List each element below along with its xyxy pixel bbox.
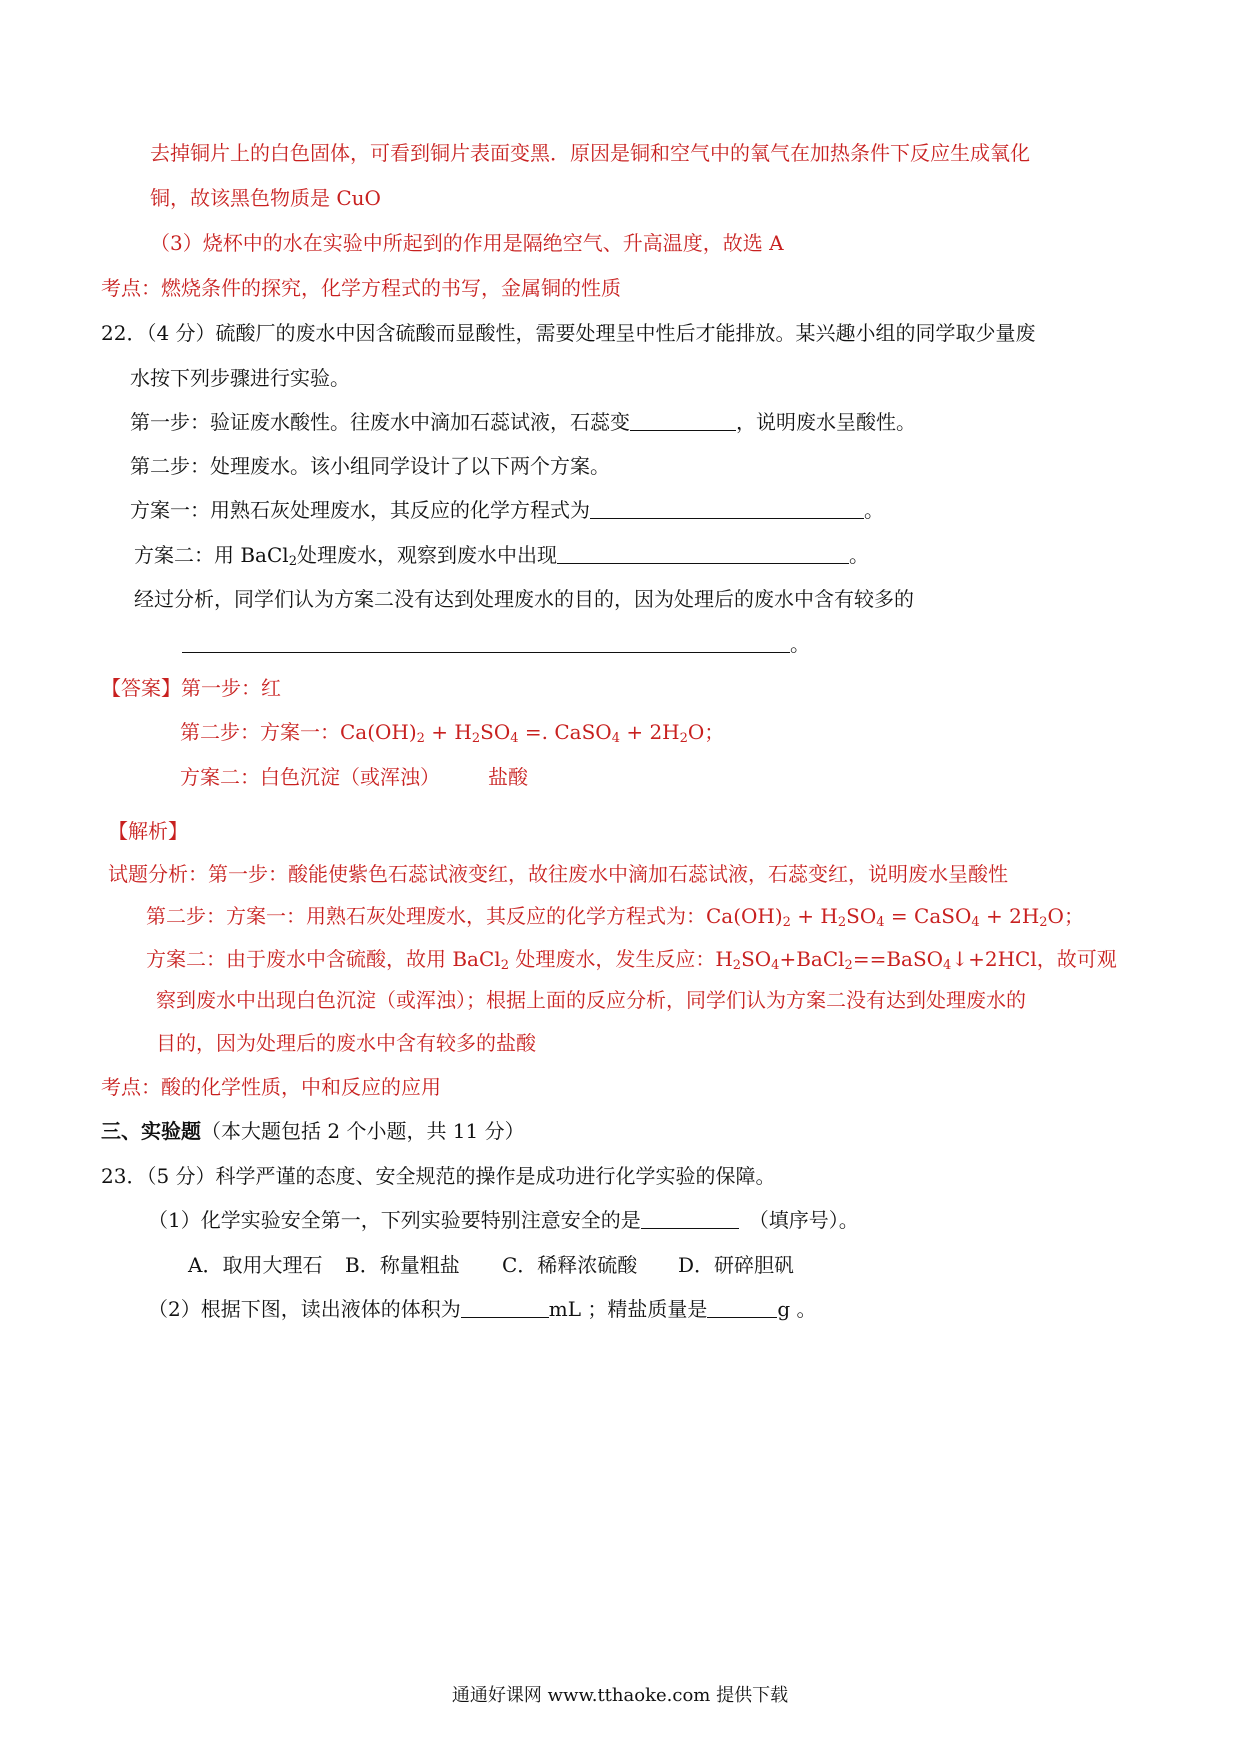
jiexi-line bbox=[146, 902, 1084, 937]
q22-step2: 第二步：处理废水。该小组同学设计了以下两个方案。 bbox=[130, 454, 610, 478]
sub2-text: （2）根据下图，读出液体的体积为 bbox=[148, 1297, 461, 1321]
answer-blank[interactable] bbox=[557, 543, 849, 564]
section-title: 三、实验题 bbox=[101, 1119, 201, 1143]
q22-stem: 22．（4 分）硫酸厂的废水中因含硫酸而显酸性，需要处理呈中性后才能排放。某兴趣小组的同学取少量废 bbox=[101, 321, 1036, 345]
option-c: C．稀释浓硫酸 bbox=[502, 1253, 638, 1277]
section-heading bbox=[101, 1117, 525, 1145]
jiexi-line: 目的，因为处理后的废水中含有较多的盐酸 bbox=[156, 1031, 536, 1055]
eq-part: ==BaSO bbox=[852, 947, 944, 971]
section-note: （本大题包括 2 个小题，共 11 分） bbox=[201, 1119, 525, 1143]
answer-plan2-text: 方案二：白色沉淀（或浑浊） bbox=[180, 765, 440, 789]
answer-blank[interactable] bbox=[707, 1297, 777, 1318]
subscript: 2 bbox=[679, 731, 688, 746]
eq-part: O； bbox=[1047, 904, 1084, 928]
answer-label: 【答案】 bbox=[101, 676, 181, 700]
answer-blank[interactable] bbox=[641, 1208, 739, 1229]
q22-step1 bbox=[130, 408, 916, 436]
eq-part: SO bbox=[846, 904, 877, 928]
q22-stem: 水按下列步骤进行实验。 bbox=[130, 366, 350, 390]
eq-part: 处理废水，发生反应：H bbox=[508, 947, 733, 971]
explanation-line: 去掉铜片上的白色固体，可看到铜片表面变黑．原因是铜和空气中的氧气在加热条件下反应生成氧化 bbox=[150, 141, 1030, 165]
answer-block bbox=[101, 674, 281, 702]
eq-part: =. CaSO bbox=[518, 720, 612, 744]
eq-part: 方案二：由于废水中含硫酸，故用 BaCl bbox=[146, 947, 501, 971]
sub2-unit: g 。 bbox=[777, 1297, 817, 1321]
q22-analysis-blank-line bbox=[182, 630, 810, 658]
jiexi-line: 试题分析：第一步：酸能使紫色石蕊试液变红，故往废水中滴加石蕊试液，石蕊变红，说明废水呈酸性 bbox=[108, 862, 1008, 886]
eq-part: + 2H bbox=[619, 720, 680, 744]
subscript: 4 bbox=[943, 958, 952, 973]
explanation-line: 铜，故该黑色物质是 CuO bbox=[150, 186, 381, 210]
sub1-tail: （填序号）。 bbox=[748, 1208, 859, 1232]
plan1-tail: 。 bbox=[864, 498, 884, 522]
answer-blank[interactable] bbox=[461, 1297, 549, 1318]
step1-tail: ，说明废水呈酸性。 bbox=[736, 410, 916, 434]
subscript: 2 bbox=[471, 731, 481, 746]
subscript: 4 bbox=[876, 915, 885, 930]
answer-blank[interactable] bbox=[590, 498, 864, 519]
subscript: 2 bbox=[416, 731, 425, 746]
q23-stem: 23．（5 分）科学严谨的态度、安全规范的操作是成功进行化学实验的保障。 bbox=[101, 1164, 776, 1188]
answer-blank[interactable] bbox=[630, 410, 736, 431]
subscript: 2 bbox=[732, 958, 742, 973]
eq-part: 第二步：方案一：Ca(OH) bbox=[180, 720, 417, 744]
explanation-line: （3）烧杯中的水在实验中所起到的作用是隔绝空气、升高温度，故选 A bbox=[150, 231, 784, 255]
plan2-text: 处理废水，观察到废水中出现 bbox=[296, 543, 557, 567]
subscript: 4 bbox=[510, 731, 519, 746]
answer-plan2-extra: 盐酸 bbox=[488, 765, 528, 789]
sub1-text: （1）化学实验安全第一，下列实验要特别注意安全的是 bbox=[148, 1208, 641, 1232]
subscript: 2 bbox=[500, 958, 509, 973]
eq-part: + H bbox=[790, 904, 838, 928]
answer-step1: 第一步：红 bbox=[181, 676, 281, 700]
step1-text: 第一步：验证废水酸性。往废水中滴加石蕊试液，石蕊变 bbox=[130, 410, 630, 434]
subscript: 4 bbox=[971, 915, 980, 930]
plan2-tail: 。 bbox=[848, 543, 869, 567]
jiexi-line: 察到废水中出现白色沉淀（或浑浊）；根据上面的反应分析，同学们认为方案二没有达到处理废水的 bbox=[156, 988, 1026, 1012]
jiexi-line bbox=[146, 945, 1117, 980]
option-d: D．研碎胆矾 bbox=[678, 1253, 795, 1277]
eq-part: +BaCl bbox=[779, 947, 845, 971]
eq-part: SO bbox=[480, 720, 511, 744]
subscript: 4 bbox=[771, 958, 780, 973]
plan2-text: 方案二：用 BaCl bbox=[134, 543, 289, 567]
answer-blank[interactable] bbox=[182, 632, 790, 653]
kaodian-q22: 考点：酸的化学性质，中和反应的应用 bbox=[101, 1075, 441, 1099]
subscript: 2 bbox=[844, 958, 853, 973]
subscript: 2 bbox=[1039, 915, 1048, 930]
eq-part: O； bbox=[687, 720, 725, 744]
eq-part: + H bbox=[424, 720, 472, 744]
analysis-tail: 。 bbox=[790, 632, 810, 656]
option-a: A．取用大理石 bbox=[188, 1253, 323, 1277]
option-b: B．称量粗盐 bbox=[345, 1253, 460, 1277]
eq-part: ↓+2HCl，故可观 bbox=[951, 947, 1117, 971]
eq-part: SO bbox=[741, 947, 772, 971]
q22-analysis: 经过分析，同学们认为方案二没有达到处理废水的目的，因为处理后的废水中含有较多的 bbox=[134, 587, 914, 611]
eq-part: = CaSO bbox=[884, 904, 972, 928]
sub2-unit: mL ；精盐质量是 bbox=[548, 1297, 708, 1321]
eq-part: 第二步：方案一：用熟石灰处理废水，其反应的化学方程式为：Ca(OH) bbox=[146, 904, 783, 928]
answer-plan2 bbox=[180, 763, 528, 791]
q23-sub1 bbox=[148, 1206, 859, 1234]
q22-plan1 bbox=[130, 496, 884, 524]
subscript: 4 bbox=[611, 731, 620, 746]
answer-step2 bbox=[180, 718, 724, 753]
subscript: 2 bbox=[288, 554, 297, 569]
jiexi-label: 【解析】 bbox=[108, 819, 188, 843]
subscript: 2 bbox=[837, 915, 847, 930]
q23-sub2 bbox=[148, 1295, 817, 1323]
eq-part: + 2H bbox=[979, 904, 1040, 928]
plan1-text: 方案一：用熟石灰处理废水，其反应的化学方程式为 bbox=[130, 498, 590, 522]
page-footer: 通通好课网 www.tthaoke.com 提供下载 bbox=[451, 1685, 789, 1706]
kaodian-prev: 考点：燃烧条件的探究，化学方程式的书写，金属铜的性质 bbox=[101, 276, 621, 300]
subscript: 2 bbox=[782, 915, 791, 930]
q22-plan2 bbox=[134, 541, 869, 576]
